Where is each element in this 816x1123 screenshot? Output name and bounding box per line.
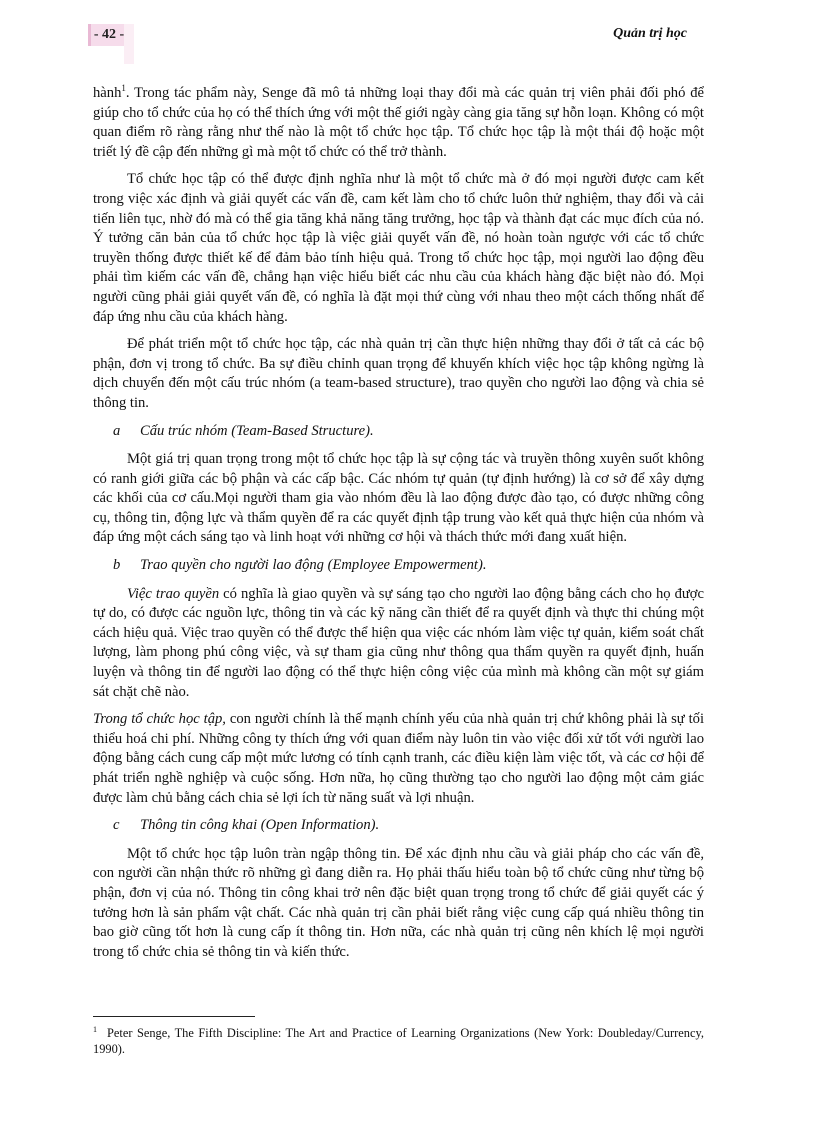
page-badge-decoration [124, 24, 134, 64]
paragraph-5 [93, 585, 704, 703]
section-heading-a [113, 422, 704, 442]
paragraph-5-text: có nghĩa là giao quyền và sự sáng tạo cho người lao động bằng cách cho họ được tự do, có được các nguồn lực, thông tin và các kỹ năng cần thiết để ra quyết định và thực thi chúng một cách hiệu quả. Việc trao quyền có thể được thể hiện qua việc các nhóm làm việc tự quản, kiểm soát chất lượng, làm phong phú công việc, và sự tham gia cũng như thông qua thẩm quyền ra quyết định, huấn luyện và thông tin để người lao động có thể thực hiện công việc của mình mà không cần một sự giám sát chặt chẽ nào. [93, 585, 704, 700]
paragraph-3: Để phát triển một tổ chức học tập, các nhà quản trị cần thực hiện những thay đổi ở tất cả các bộ phận, đơn vị trong tổ chức. Ba sự điều chỉnh quan trọng để khuyến khích việc học tập không ngừng là dịch chuyển đến một cấu trúc nhóm (a team-based structure), trao quyền cho người lao động và chia sẻ thông tin. [93, 336, 704, 411]
footnote [93, 1025, 704, 1057]
section-title-a: Cấu trúc nhóm (Team-Based Structure). [140, 422, 374, 439]
paragraph-1-start: hành [93, 85, 122, 101]
paragraph-1-rest: . Trong tác phẩm này, Senge đã mô tả những loại thay đổi mà các quản trị viên phải đối phó để giúp cho tổ chức của họ có thể thích ứng với một thế giới ngày càng gia tăng sự hỗn loạn. Không có một quan điểm rõ ràng rằng như thế nào là một tổ chức học tập. Tổ chức học tập là một thái độ hoặc một triết lý đề cập đến những gì mà một tổ chức có thể trở thành. [93, 85, 704, 160]
paragraph-7: Một tổ chức học tập luôn tràn ngập thông tin. Để xác định nhu cầu và giải pháp cho các vấn đề, con người cần nhận thức rõ những gì đang diễn ra. Họ phải thấu hiểu toàn bộ tổ chức cũng như từng bộ phận, đơn vị của nó. Thông tin công khai trở nên đặc biệt quan trọng trong tổ chức để giải quyết các ý tưởng hơn là sản phẩm vật chất. Các nhà quản trị cần phải biết rằng việc cung cấp quá nhiều thông tin bao giờ cũng tốt hơn là cung cấp ít thông tin. Hơn nữa, các nhà quản trị cũng nên khích lệ mọi người trong tổ chức chia sẻ thông tin và kiến thức. [93, 845, 704, 960]
footnote-text: Peter Senge, The Fifth Discipline: The Art and Practice of Learning Organizations (New York: Doubleday/Currency, 1990). [93, 1026, 704, 1056]
section-title-c: Thông tin công khai (Open Information). [140, 817, 380, 834]
footnote-divider [93, 1016, 255, 1017]
footnote-reference: 1 [121, 83, 126, 94]
paragraph-2: Tổ chức học tập có thể được định nghĩa như là một tổ chức mà ở đó mọi người được cam kết trong việc xác định và giải quyết các vấn đề, cam kết làm cho tổ chức luôn thử nghiệm, thay đổi và cải tiến liên tục, nhờ đó mà có thể gia tăng khả năng tăng trưởng, học tập và thành đạt các mục đích của nó. Ý tưởng căn bản của tổ chức học tập là việc giải quyết vấn đề, nó hoàn toàn ngược với các tổ chức truyền thống được thiết kế để đảm bảo tính hiệu quả. Trong tổ chức học tập, mọi người lao động đều phải tìm kiếm các vấn đề, chẳng hạn việc hiểu biết các nhu cầu của khách hàng đặc biệt nào đó. Mọi người cũng phải giải quyết vấn đề, có nghĩa là đặt mọi thứ cùng với nhau theo một cách thống nhất để đáp ứng nhu cầu của khách hàng. [93, 171, 704, 325]
page-number-text: - 42 - [93, 27, 125, 42]
page-number [88, 24, 127, 46]
section-letter-c: c [113, 817, 120, 834]
paragraph-6 [93, 710, 704, 808]
section-letter-a: a [113, 422, 121, 439]
section-title-b: Trao quyền cho người lao động (Employee Empowerment). [140, 557, 487, 574]
paragraph-6-emphasis: Trong tổ chức học tập, [93, 711, 226, 728]
paragraph-1 [93, 84, 704, 162]
section-heading-c [113, 816, 704, 836]
paragraph-6-text: con người chính là thế mạnh chính yếu của nhà quản trị chứ không phải là sự tối thiểu hoá chi phí. Những công ty thích ứng với quan điểm này luôn tin vào việc đối xử tốt với người lao động bằng cách cung cấp một mức lương có tính cạnh tranh, các điều kiện làm việc tốt, và các cơ hội để phát triển nghề nghiệp và cuộc sống. Hơn nữa, họ cũng thường tạo cho người lao động một cảm giác được làm chủ bằng cách chia sẻ lợi ích từ năng suất và lợi nhuận. [93, 711, 704, 806]
section-letter-b: b [113, 557, 121, 574]
running-header-title: Quản trị học [613, 26, 687, 41]
paragraph-5-emphasis: Việc trao quyền [127, 585, 220, 602]
footnote-mark: 1 [93, 1024, 97, 1034]
document-body [93, 84, 704, 970]
paragraph-4: Một giá trị quan trọng trong một tổ chức học tập là sự cộng tác và truyền thông xuyên suốt không có ranh giới giữa các bộ phận và các cấp bậc. Các nhóm tự quản (tự định hướng) là cơ sở để xây dựng các khối của cơ cấu.Mọi người tham gia vào nhóm đều là lao động được đào tạo, có được những công cụ, thông tin, động lực và thẩm quyền để ra các quyết định tập trung vào kết quả thực hiện của nhóm và đáp ứng một cách sáng tạo và linh hoạt với những cơ hội và thách thức mới đang xuất hiện. [93, 451, 704, 546]
section-heading-b [113, 556, 704, 576]
